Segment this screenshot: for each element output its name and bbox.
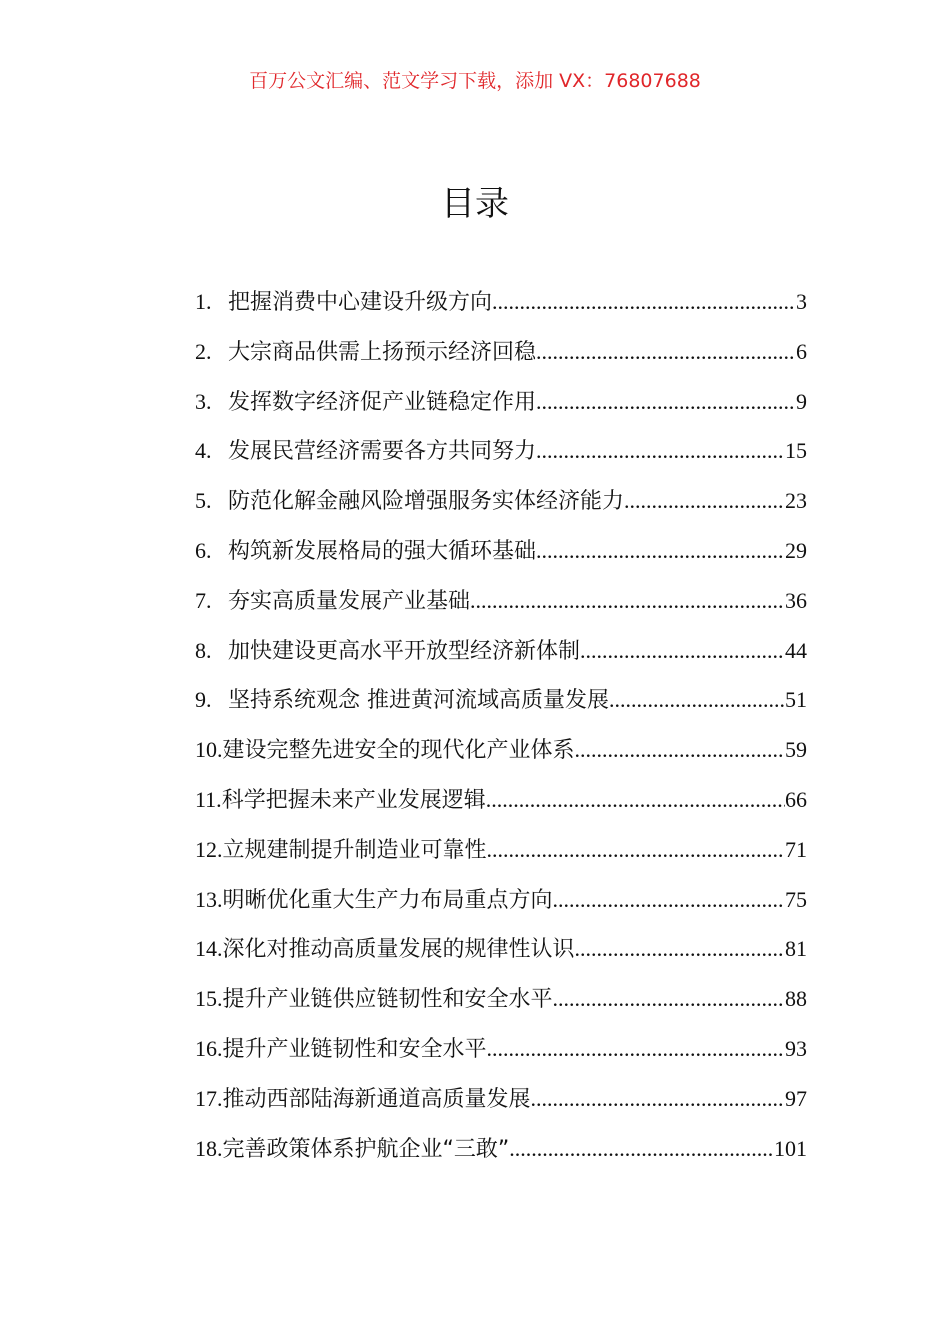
- toc-entry-title: 推动西部陆海新通道高质量发展: [222, 1086, 531, 1112]
- toc-entry-page-number: 23: [785, 488, 807, 514]
- toc-entry-number: 16.: [195, 1035, 223, 1061]
- toc-leader-dots: [487, 1029, 785, 1069]
- toc-leader-dots: [536, 382, 796, 422]
- toc-entry-title: 提升产业链韧性和安全水平: [222, 1036, 487, 1062]
- toc-leader-dots: [553, 880, 785, 920]
- toc-entry-page-number: 9: [796, 388, 807, 414]
- toc-leader-dots: [492, 282, 796, 322]
- toc-leader-dots: [487, 830, 785, 870]
- toc-entry-title: 防范化解金融风险增强服务实体经济能力: [228, 489, 625, 515]
- toc-leader-dots: [575, 730, 785, 770]
- toc-entry-page-number: 6: [796, 338, 807, 364]
- toc-entry-page-number: 59: [785, 737, 807, 763]
- toc-entry[interactable]: [195, 631, 807, 681]
- toc-entry-page-number: 75: [785, 886, 807, 912]
- toc-entry-title: 坚持系统观念 推进黄河流域高质量发展: [228, 688, 609, 714]
- toc-entry[interactable]: [195, 730, 807, 780]
- toc-entry-number: 18.: [195, 1135, 223, 1161]
- toc-entry-title: 深化对推动高质量发展的规律性认识: [222, 937, 575, 963]
- toc-entry-page-number: 15: [785, 438, 807, 464]
- toc-entry-title: 大宗商品供需上扬预示经济回稳: [228, 339, 537, 365]
- toc-entry-title: 建设完整先进安全的现代化产业体系: [222, 738, 575, 764]
- toc-entry-title: 提升产业链供应链韧性和安全水平: [222, 987, 553, 1013]
- toc-leader-dots: [609, 680, 785, 720]
- table-of-contents: [195, 282, 807, 1178]
- toc-entry-title: 发展民营经济需要各方共同努力: [228, 439, 537, 465]
- toc-entry-title: 夯实高质量发展产业基础: [228, 588, 471, 614]
- toc-leader-dots: [580, 631, 785, 671]
- toc-entry-number: 6.: [195, 537, 212, 563]
- toc-leader-dots: [509, 1129, 774, 1169]
- toc-entry[interactable]: [195, 581, 807, 631]
- toc-entry[interactable]: [195, 382, 807, 432]
- toc-leader-dots: [553, 979, 785, 1019]
- toc-entry-title: 明晰优化重大生产力布局重点方向: [222, 887, 553, 913]
- toc-entry-number: 5.: [195, 488, 212, 514]
- toc-entry[interactable]: [195, 830, 807, 880]
- toc-entry-title: 把握消费中心建设升级方向: [228, 290, 493, 315]
- toc-entry[interactable]: [195, 1079, 807, 1129]
- toc-leader-dots: [486, 780, 785, 820]
- toc-entry-number: 14.: [195, 936, 223, 962]
- toc-entry-number: 4.: [195, 438, 212, 464]
- toc-entry[interactable]: [195, 979, 807, 1029]
- toc-entry-page-number: 71: [785, 836, 807, 862]
- toc-entry[interactable]: [195, 531, 807, 581]
- toc-entry[interactable]: [195, 929, 807, 979]
- toc-entry[interactable]: [195, 680, 807, 730]
- toc-entry-page-number: 44: [785, 637, 807, 663]
- toc-entry-page-number: 36: [785, 587, 807, 613]
- toc-entry-page-number: 29: [785, 537, 807, 563]
- toc-entry-title: 加快建设更高水平开放型经济新体制: [228, 638, 581, 664]
- toc-entry-number: 9.: [195, 687, 212, 713]
- toc-entry[interactable]: [195, 282, 807, 332]
- toc-entry-number: 17.: [195, 1085, 223, 1111]
- toc-leader-dots: [624, 481, 785, 521]
- toc-entry-title: 构筑新发展格局的强大循环基础: [228, 538, 537, 564]
- toc-entry-page-number: 101: [774, 1135, 807, 1161]
- toc-entry-number: 10.: [195, 737, 223, 763]
- toc-entry[interactable]: [195, 1129, 807, 1179]
- toc-entry-title: 发挥数字经济促产业链稳定作用: [228, 389, 537, 415]
- toc-entry[interactable]: [195, 481, 807, 531]
- toc-entry[interactable]: [195, 780, 807, 830]
- toc-entry-number: 13.: [195, 886, 223, 912]
- toc-entry[interactable]: [195, 880, 807, 930]
- toc-entry[interactable]: [195, 1029, 807, 1079]
- toc-entry-page-number: 51: [785, 687, 807, 713]
- toc-entry-number: 1.: [195, 289, 212, 314]
- toc-entry-number: 11.: [195, 786, 222, 812]
- toc-entry-page-number: 88: [785, 986, 807, 1012]
- toc-entry-page-number: 93: [785, 1035, 807, 1061]
- header-banner: 百万公文汇编、范文学习下载，添加 VX：76807688: [249, 70, 701, 92]
- toc-entry-page-number: 66: [785, 786, 807, 812]
- toc-leader-dots: [536, 431, 785, 471]
- page-title: 目录: [441, 184, 509, 224]
- toc-entry-title: 完善政策体系护航企业“三敢”: [222, 1136, 510, 1162]
- toc-leader-dots: [531, 1079, 785, 1119]
- toc-entry-title: 科学把握未来产业发展逻辑: [221, 787, 486, 813]
- toc-entry-number: 8.: [195, 637, 212, 663]
- toc-entry-page-number: 81: [785, 936, 807, 962]
- toc-entry-number: 12.: [195, 836, 223, 862]
- toc-entry-number: 2.: [195, 338, 212, 364]
- toc-entry-number: 15.: [195, 986, 223, 1012]
- toc-entry-title: 立规建制提升制造业可靠性: [222, 837, 487, 863]
- toc-entry-page-number: 97: [785, 1085, 807, 1111]
- toc-leader-dots: [536, 531, 785, 571]
- toc-leader-dots: [536, 332, 796, 372]
- toc-leader-dots: [470, 581, 785, 621]
- toc-entry[interactable]: [195, 431, 807, 481]
- toc-entry[interactable]: [195, 332, 807, 382]
- toc-leader-dots: [575, 929, 785, 969]
- toc-entry-page-number: 3: [796, 289, 807, 314]
- toc-entry-number: 3.: [195, 388, 212, 414]
- toc-entry-number: 7.: [195, 587, 212, 613]
